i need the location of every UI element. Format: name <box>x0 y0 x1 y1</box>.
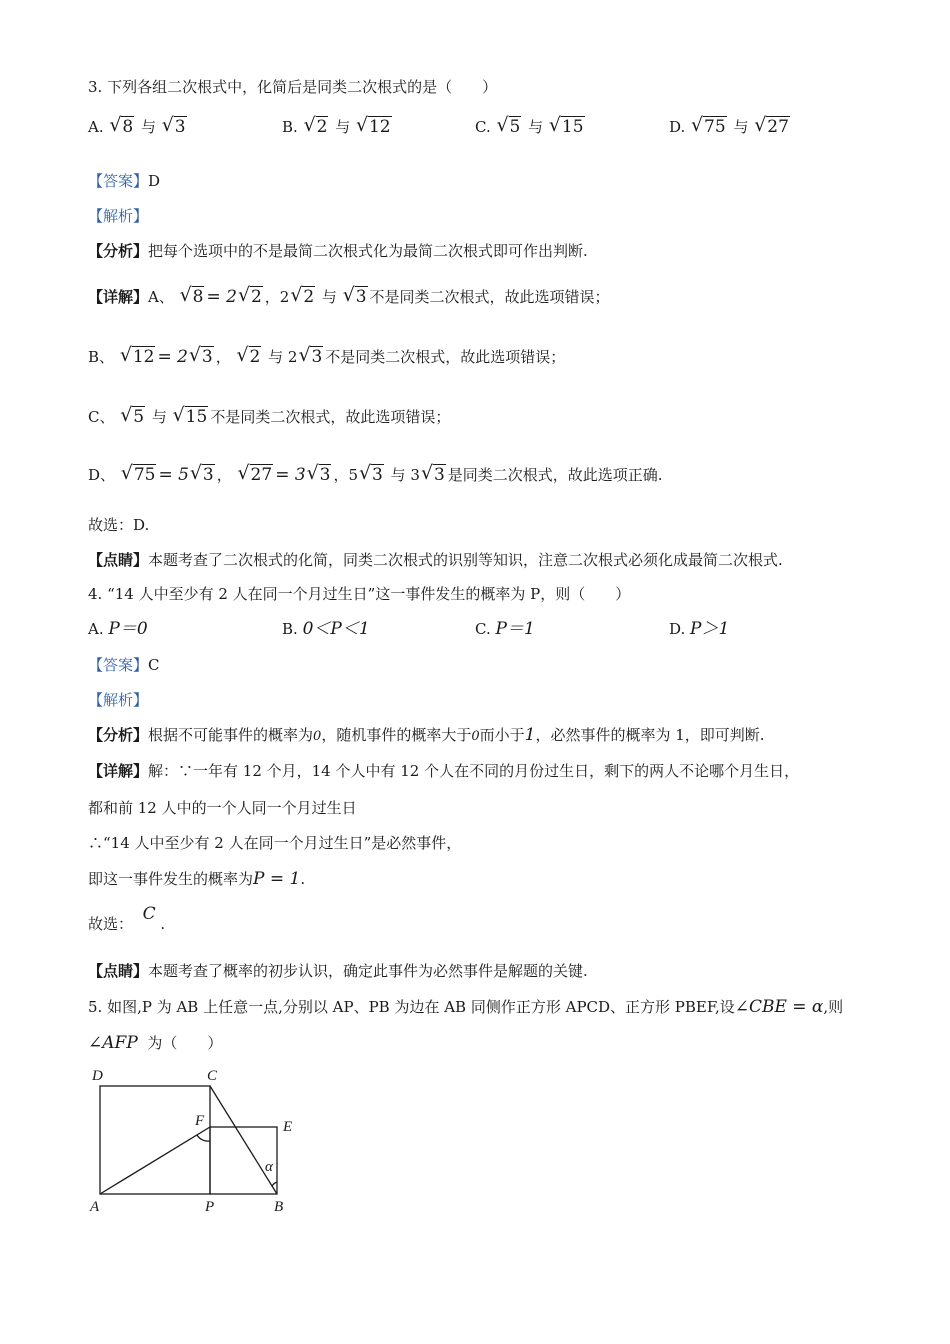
q4-detail-2: 都和前 12 人中的一个人同一个月过生日 <box>88 799 357 817</box>
label-b: B <box>274 1199 284 1215</box>
label-p: P <box>205 1199 215 1215</box>
q4-guxuan: 故选： C . <box>88 904 166 933</box>
q3-dianjing: 【点睛】本题考查了二次根式的化简，同类二次根式的识别等知识，注意二次根式必须化成最简二次根式. <box>88 551 783 569</box>
q3-option-c[interactable]: C. √ 5 与 √ 15 <box>475 116 587 138</box>
q4-dianjing: 【点睛】本题考查了概率的初步认识，确定此事件为必然事件是解题的关键. <box>88 962 588 980</box>
q4-detail-1: 【详解】解：∵一年有 12 个月，14 个人中有 12 个人在不同的月份过生日，剩下的两人不论哪个月生日， <box>88 762 800 780</box>
q3-detail-c: C、 √ 5 与 √ 15 不是同类二次根式，故此选项错误； <box>88 406 450 428</box>
q5-stem: 5. 如图,P 为 AB 上任意一点,分别以 AP、PB 为边在 AB 同侧作正方形 APCD、正方形 PBEF,设∠CBE = α,则 <box>88 997 844 1017</box>
q3-jiexi: 【解析】 <box>88 207 149 225</box>
label-d: D <box>92 1068 103 1084</box>
q4-option-a[interactable]: A. P＝0 <box>88 619 148 639</box>
q3-fenxi: 【分析】把每个选项中的不是最简二次根式化为最简二次根式即可作出判断. <box>88 242 588 260</box>
q3-option-d[interactable]: D. √ 75 与 √ 27 <box>669 116 792 138</box>
label-f: F <box>195 1113 205 1129</box>
segment-af <box>100 1127 210 1194</box>
q3-detail-d: D、 √ 75 = 5√ 3 ， √ 27 = 3√ 3 ，5√ 3 与 3√ 3 是同类二次根式，故此选项正确. <box>88 464 663 486</box>
q4-option-b[interactable]: B. 0＜P＜1 <box>282 619 370 639</box>
q5-geometry-figure <box>84 1062 314 1222</box>
q4-stem: 4. “14 人中至少有 2 人在同一个月过生日”这一事件发生的概率为 P，则（ ） <box>88 585 631 603</box>
q4-fenxi: 【分析】根据不可能事件的概率为0，随机事件的概率大于0而小于1，必然事件的概率为 1，即可判断. <box>88 725 765 745</box>
q3-option-a[interactable]: A. √ 8 与 √ 3 <box>88 116 189 138</box>
label-alpha: α <box>265 1159 273 1175</box>
q4-option-c[interactable]: C. P＝1 <box>475 619 535 639</box>
q4-jiexi: 【解析】 <box>88 691 149 709</box>
q3-answer: 【答案】D <box>88 172 161 190</box>
q5-stem-2: ∠AFP 为（ ） <box>88 1033 223 1053</box>
q4-detail-3: ∴“14 人中至少有 2 人在同一个月过生日”是必然事件， <box>88 834 462 852</box>
label-e: E <box>283 1119 293 1135</box>
q4-answer: 【答案】C <box>88 656 160 674</box>
angle-alpha-arc <box>272 1182 277 1186</box>
q3-detail-b: B、 √ 12 = 2√ 3 ， √ 2 与 2√ 3 不是同类二次根式，故此选项错误； <box>88 346 565 368</box>
q3-guxuan: 故选：D. <box>88 516 150 534</box>
segment-cb <box>210 1086 277 1194</box>
label-a: A <box>90 1199 100 1215</box>
q4-option-d[interactable]: D. P＞1 <box>669 619 730 639</box>
square-apcd <box>100 1086 210 1194</box>
q3-option-b[interactable]: B. √ 2 与 √ 12 <box>282 116 394 138</box>
angle-afp-arc <box>197 1135 210 1141</box>
q3-detail-a: 【详解】A、 √ 8 = 2√ 2 ，2√ 2 与 √ 3 不是同类二次根式，故此选项错误； <box>88 286 610 308</box>
label-c: C <box>207 1068 218 1084</box>
q4-detail-4: 即这一事件发生的概率为P = 1. <box>88 869 306 889</box>
q3-stem: 3. 下列各组二次根式中，化简后是同类二次根式的是（ ） <box>88 78 498 96</box>
